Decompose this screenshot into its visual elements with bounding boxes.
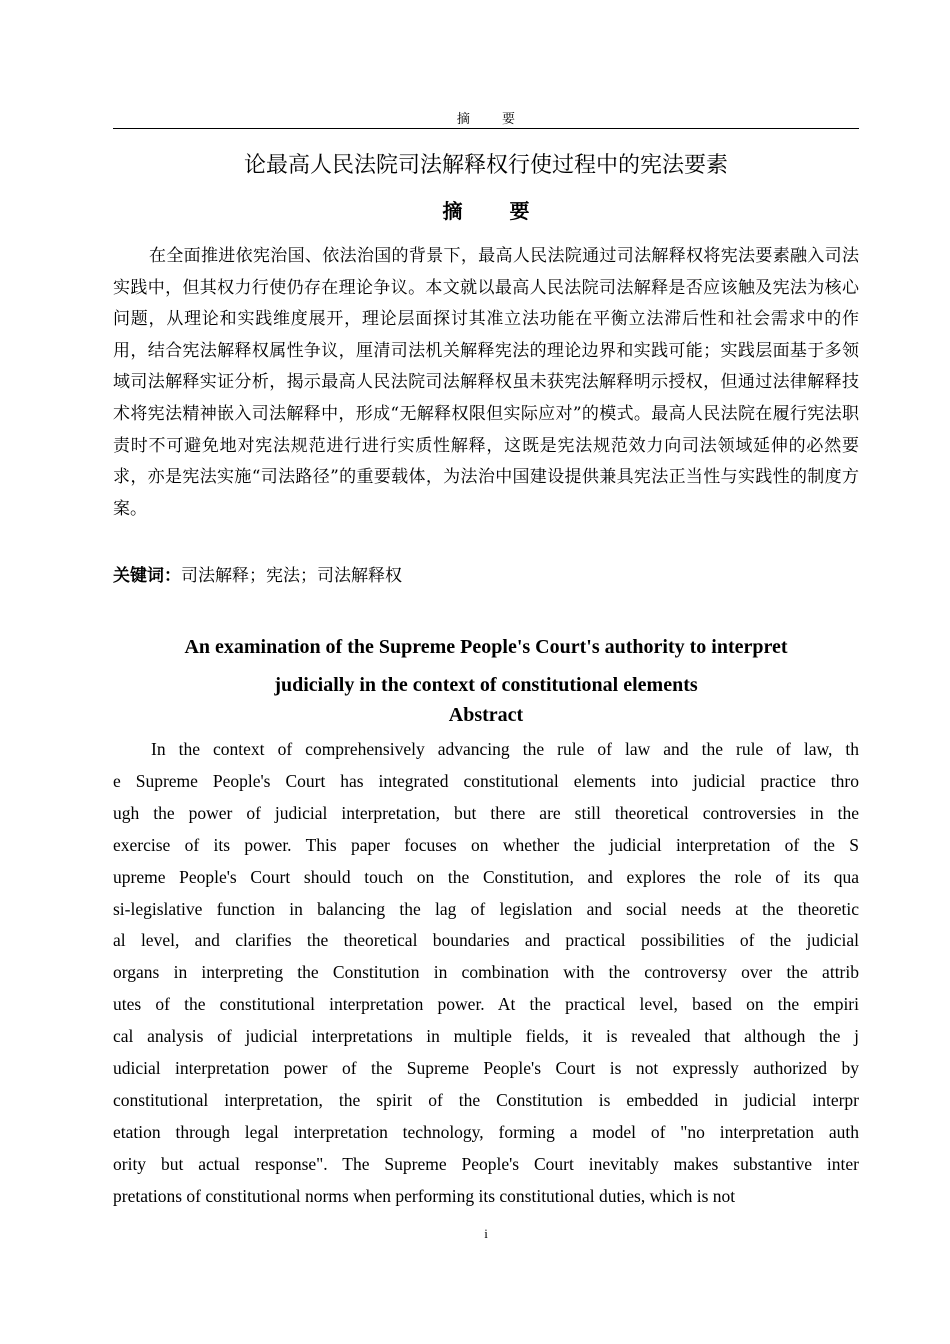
- keywords-value: 司法解释；宪法；司法解释权: [181, 566, 402, 586]
- zh-abstract-body: 在全面推进依宪治国、依法治国的背景下，最高人民法院通过司法解释权将宪法要素融入司法实践中，但其权力行使仍存在理论争议。本文就以最高人民法院司法解释是否应该触及宪法为核心问题，从理论和实践维度展开，理论层面探讨其准立法功能在平衡立法滞后性和社会需求中的作用，结合宪法解释权属性争议，厘清司法机关解释宪法的理论边界和实践可能；实践层面基于多领域司法解释实证分析，揭示最高人民法院司法解释权虽未获宪法解释明示授权，但通过法律解释技术将宪法精神嵌入司法解释中，形成“无解释权限但实际应对”的模式。最高人民法院在履行宪法职责时不可避免地对宪法规范进行进行实质性解释，这既是宪法规范效力向司法领域延伸的必然要求，亦是宪法实施“司法路径”的重要载体，为法治中国建设提供兼具宪法正当性与实践性的制度方案。: [113, 246, 859, 519]
- en-abstract-line: constitutional interpretation, the spirit of the Constitution is embedded in judicial interpr: [113, 1089, 859, 1110]
- en-abstract-line: etation through legal interpretation technology, forming a model of "no interpretation auth: [113, 1121, 859, 1142]
- en-abstract-line: exercise of its power. This paper focuses on whether the judicial interpretation of the S: [113, 834, 859, 855]
- en-title-line-1: An examination of the Supreme People's Court's authority to interpret: [184, 636, 788, 658]
- header-rule: [113, 128, 859, 129]
- en-abstract-heading: Abstract: [448, 704, 524, 726]
- en-abstract-line: cal analysis of judicial interpretations in multiple fields, it is revealed that although the j: [113, 1026, 859, 1047]
- zh-title: 论最高人民法院司法解释权行使过程中的宪法要素: [243, 153, 728, 178]
- en-abstract-body: [113, 734, 859, 1213]
- en-abstract-line: e Supreme People's Court has integrated constitutional elements into judicial practice thro: [113, 770, 859, 791]
- running-header: 摘 要: [456, 112, 530, 127]
- en-abstract-line: pretations of constitutional norms when performing its constitutional duties, which is not: [113, 1185, 736, 1206]
- en-abstract-line: upreme People's Court should touch on the Constitution, and explores the role of its qua: [113, 866, 859, 887]
- zh-keywords: [113, 562, 859, 590]
- en-abstract-line: udicial interpretation power of the Supreme People's Court is not expressly authorized by: [113, 1058, 859, 1079]
- en-abstract-line: ugh the power of judicial interpretation, but there are still theoretical controversies in the: [113, 802, 859, 823]
- page-number: i: [484, 1226, 488, 1241]
- en-abstract-line: al level, and clarifies the theoretical boundaries and practical possibilities of the judicial: [113, 930, 859, 951]
- en-abstract-line: In the context of comprehensively advancing the rule of law and the rule of law, th: [151, 739, 859, 759]
- en-abstract-line: utes of the constitutional interpretation power. At the practical level, based on the empiri: [113, 994, 859, 1015]
- zh-abstract-heading: 摘 要: [442, 199, 550, 223]
- keywords-label: 关键词：: [113, 566, 181, 586]
- en-title: [113, 628, 859, 704]
- en-abstract-line: si-legislative function in balancing the lag of legislation and social needs at the theoretic: [113, 898, 859, 919]
- en-title-line-2: judicially in the context of constitutional elements: [274, 674, 698, 696]
- en-abstract-line: organs in interpreting the Constitution in combination with the controversy over the attrib: [113, 962, 859, 983]
- en-abstract-line: ority but actual response". The Supreme People's Court inevitably makes substantive inter: [113, 1153, 859, 1174]
